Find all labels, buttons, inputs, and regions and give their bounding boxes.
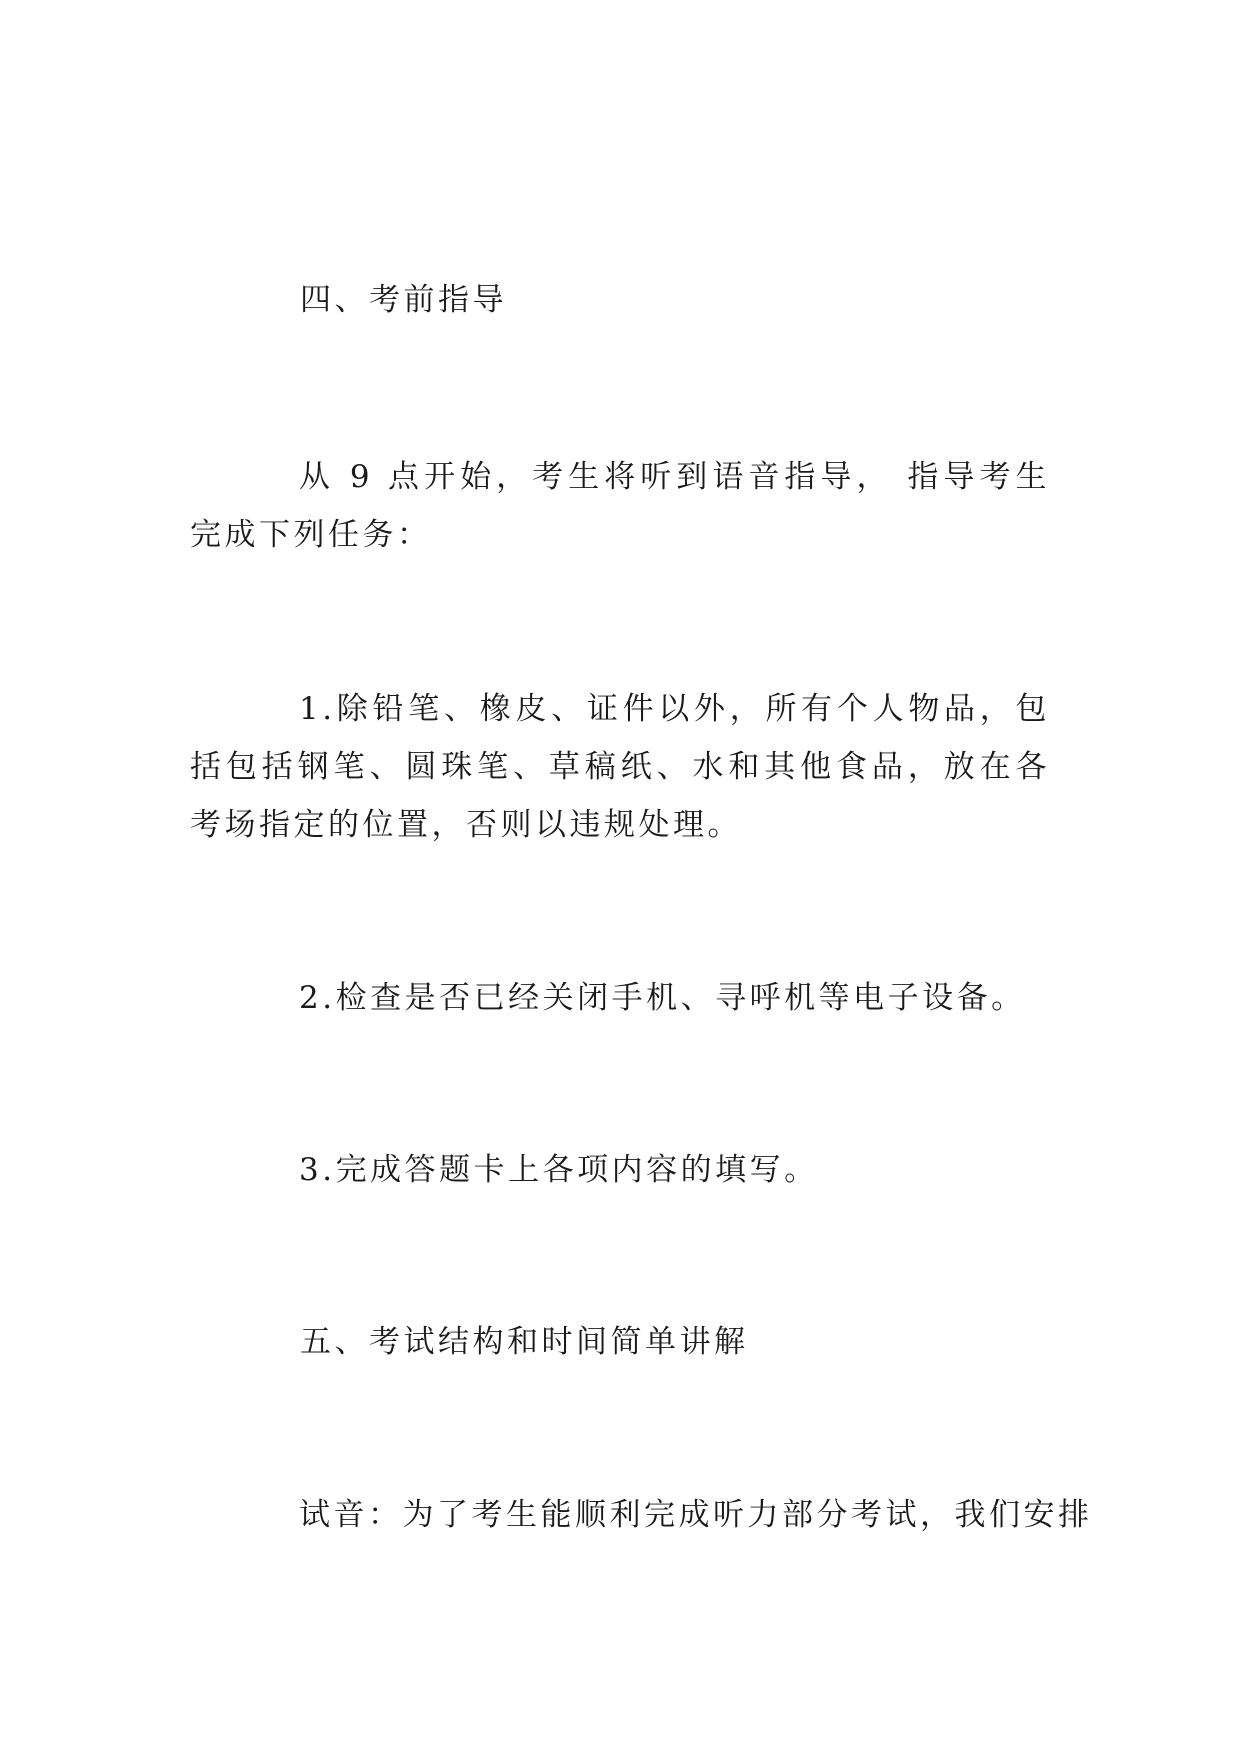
trial-paragraph: 试音：为了考生能顺利完成听力部分考试，我们安排 [299, 1497, 1093, 1533]
list-item-2: 2.检查是否已经关闭手机、寻呼机等电子设备。 [299, 980, 1026, 1016]
section-heading-4: 四、考前指导 [300, 282, 507, 318]
list-item-3: 3.完成答题卡上各项内容的填写。 [299, 1152, 819, 1188]
intro-paragraph: 从 9 点开始，考生将听到语音指导， 指导考生完成下列任务： [190, 459, 1050, 553]
list-item-1: 1.除铅笔、橡皮、证件以外，所有个人物品，包括包括钢笔、圆珠笔、草稿纸、水和其他食品，放在各考场指定的位置，否则以违规处理。 [190, 691, 1050, 843]
section-heading-5: 五、考试结构和时间简单讲解 [300, 1324, 749, 1360]
